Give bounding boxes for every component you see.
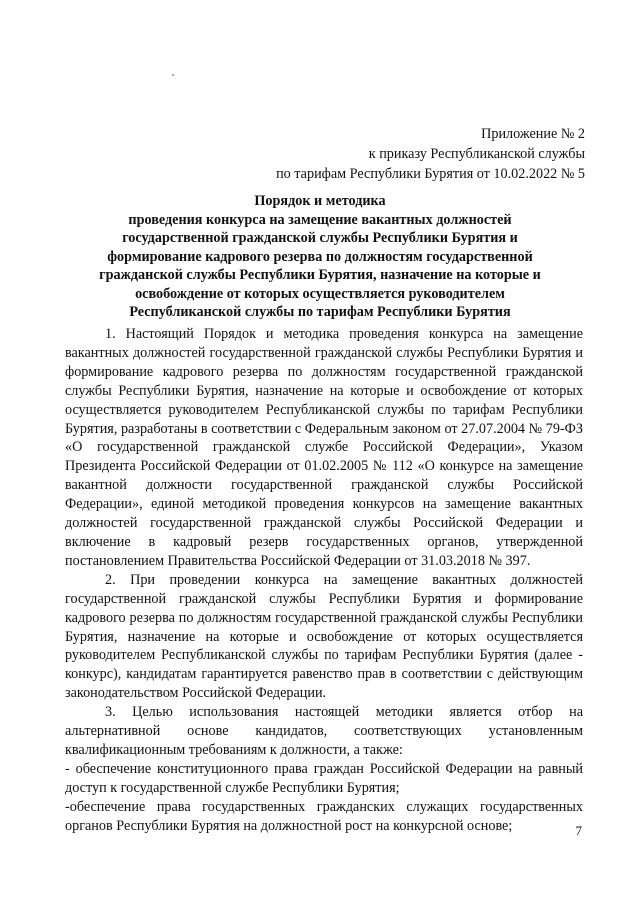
page-number: 7 <box>575 823 582 838</box>
title-line: Порядок и методика <box>254 193 386 209</box>
title-line: гражданской службы Республики Бурятия, назначение на которые и <box>99 267 541 283</box>
appendix-order-date: по тарифам Республики Бурятия от 10.02.2022 № 5 <box>276 166 585 182</box>
paragraph-1: 1. Настоящий Порядок и методика проведения конкурса на замещение вакантных должностей государственной гражданской службы Республики Бурятия и формирование кадрового резерва по должностям государственной гражданской службы Республики Бурятия, назначение на которые и освобождение от которых осуществляется руководителем Республиканской службы по тарифам Республики Бурятия, разработаны в соответствии с Федеральным законом от 27.07.2004 № 79-ФЗ «О государственной гражданской службе Российской Федерации», Указом Президента Российской Федерации от 01.02.2005 № 112 «О конкурсе на замещение вакантной должности государственной гражданской службы Российской Федерации», единой методикой проведения конкурсов на замещение вакантных должностей государственной гражданской службы Российской Федерации и включение в кадровый резерв государственных органов, утвержденной постановлением Правительства Российской Федерации от 31.03.2018 № 397. <box>65 326 583 569</box>
list-item: -обеспечение права государственных гражданских служащих государственных органов Республики Бурятия на должностной рост на конкурсной основе; <box>65 798 583 834</box>
appendix-number: Приложение № 2 <box>481 126 585 142</box>
title-line: Республиканской службы по тарифам Республики Бурятия <box>129 304 511 320</box>
document-title <box>60 192 580 322</box>
appendix-order-ref: к приказу Республиканской службы <box>368 146 585 162</box>
title-line: формирование кадрового резерва по должностям государственной <box>107 248 533 265</box>
document-body <box>65 325 583 835</box>
list-item: - обеспечение конституционного права граждан Российской Федерации на равный доступ к государственной службе Республики Бурятия; <box>65 760 583 796</box>
paragraph-2: 2. При проведении конкурса на замещение вакантных должностей государственной гражданской службы Республики Бурятия и формирование кадрового резерва по должностям государственной гражданской службы Республики Бурятия, назначение на которые и освобождение от которых осуществляется руководителем Республиканской службы по тарифам Республики Бурятия (далее - конкурс), кандидатам гарантируется равенство прав в соответствии с действующим законодательством Российской Федерации. <box>65 571 583 702</box>
paragraph-3: 3. Целью использования настоящей методики является отбор на альтернативной основе кандидатов, соответствующих установленным квалификационным требованиям к должности, а также: <box>65 704 583 758</box>
title-line: государственной гражданской службы Республики Бурятия и <box>122 230 518 246</box>
appendix-header <box>276 124 585 184</box>
title-line: освобождение от которых осуществляется руководителем <box>135 285 505 302</box>
scan-speck <box>172 74 174 76</box>
title-line: проведения конкурса на замещение вакантных должностей <box>128 211 512 228</box>
